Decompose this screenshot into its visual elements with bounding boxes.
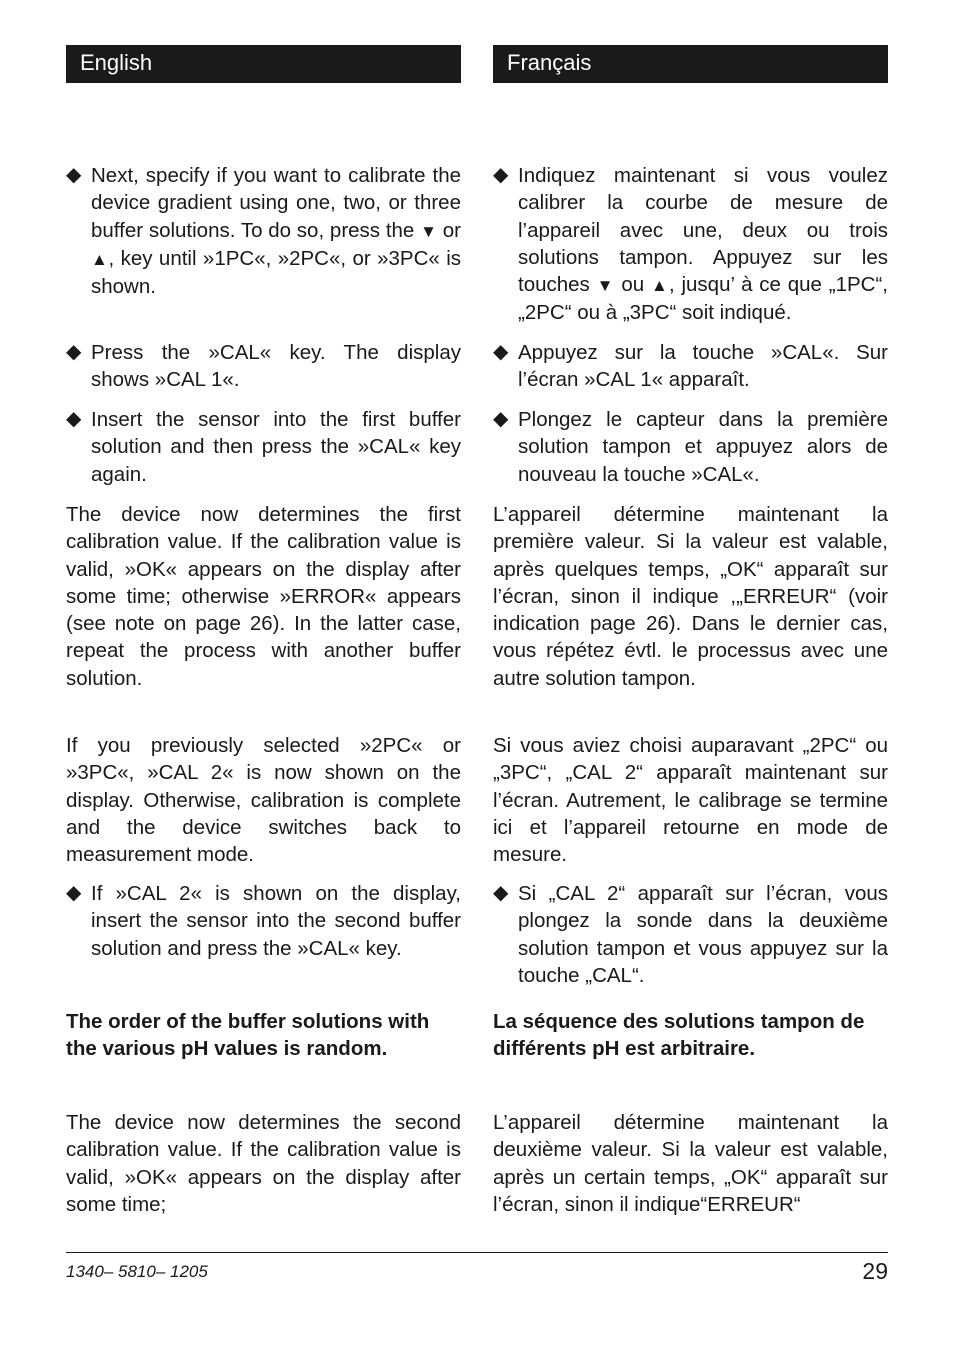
french-header: Français <box>493 45 888 83</box>
bullet-diamond-icon: ◆ <box>66 882 82 904</box>
french-bullet-insert-sensor: ◆ Plongez le capteur dans la première solution tampon et appuyez alors de nouveau la touche »CAL«. <box>493 408 888 486</box>
french-bullet-second-buffer: ◆ Si „CAL 2“ apparaît sur l’écran, vous plongez la sonde dans la deuxième solution tampon et vous appuyez sur la touche „CAL“. <box>493 882 888 987</box>
bullet-diamond-icon: ◆ <box>493 408 509 430</box>
french-column <box>493 45 888 1216</box>
french-bullet-select-buffers: ◆ Indiquez maintenant si vous voulez calibrer la courbe de mesure de l’appareil avec une, deux ou trois solutions tampon. Appuyez sur les touches ▼ ou ▲, jusqu’ à ce que „1PC“, „2PC“ ou à „3PC“ soit indiqué. <box>493 164 888 325</box>
french-paragraph-second-value: L’appareil détermine maintenant la deuxième valeur. Si la valeur est valable, après un certain temps, „OK“ apparaît sur l’écran, sinon il indique“ERREUR“ <box>493 1111 888 1216</box>
english-header: English <box>66 45 461 83</box>
bullet-diamond-icon: ◆ <box>66 341 82 363</box>
english-bullet-press-cal: ◆ Press the »CAL« key. The display shows »CAL 1«. <box>66 341 461 392</box>
footer-divider <box>66 1252 888 1253</box>
down-arrow-icon: ▼ <box>596 276 615 296</box>
page-number: 29 <box>862 1258 888 1284</box>
down-arrow-icon: ▼ <box>420 221 437 241</box>
english-column <box>66 45 462 1216</box>
bullet-diamond-icon: ◆ <box>66 164 82 186</box>
english-bullet-second-buffer: ◆ If »CAL 2« is shown on the display, insert the sensor into the second buffer solution and press the »CAL« key. <box>66 882 461 960</box>
english-paragraph-second-value: The device now determines the second calibration value. If the calibration value is valid, »OK« appears on the display after some time; <box>66 1111 461 1216</box>
english-note-bold: The order of the buffer solutions with the various pH values is random. <box>66 1010 430 1061</box>
english-bullet-select-buffers: ◆ Next, specify if you want to calibrate the device gradient using one, two, or three buffer solutions. To do so, press the ▼ or ▲, key until »1PC«, »2PC«, or »3PC« is shown. <box>66 164 462 299</box>
french-paragraph-first-value: L’appareil détermine maintenant la première valeur. Si la valeur est valable, après quelques temps, „OK“ apparaît sur l’écran, sinon il indique ,„ERREUR“ (voir indication page 26). Dans le dernier cas, vous répétez évtl. le processus avec une autre solution tampon. <box>493 503 888 690</box>
english-paragraph-cal2: If you previously selected »2PC« or »3PC«, »CAL 2« is now shown on the display. Otherwise, calibration is complete and the device switches back to measurement mode. <box>66 734 461 867</box>
french-paragraph-cal2: Si vous aviez choisi auparavant „2PC“ ou „3PC“, „CAL 2“ apparaît maintenant sur l’écran. Autrement, le calibrage se termine ici et l’appareil retourne en mode de mesure. <box>493 734 888 867</box>
english-paragraph-first-value: The device now determines the first calibration value. If the calibration value is valid, »OK« appears on the display after some time; otherwise »ERROR« appears (see note on page 26). In the latter case, repeat the process with another buffer solution. <box>66 503 461 690</box>
up-arrow-icon: ▲ <box>651 276 669 296</box>
document-number: 1340– 5810– 1205 <box>66 1262 208 1281</box>
bullet-diamond-icon: ◆ <box>493 882 509 904</box>
bullet-diamond-icon: ◆ <box>493 164 509 186</box>
bullet-diamond-icon: ◆ <box>66 408 82 430</box>
english-bullet-insert-sensor: ◆ Insert the sensor into the first buffer solution and then press the »CAL« key again. <box>66 408 461 486</box>
bullet-diamond-icon: ◆ <box>493 341 509 363</box>
up-arrow-icon: ▲ <box>91 249 109 269</box>
french-bullet-press-cal: ◆ Appuyez sur la touche »CAL«. Sur l’écran »CAL 1« apparaît. <box>493 341 888 392</box>
french-note-bold: La séquence des solutions tampon de différents pH est arbitraire. <box>493 1010 865 1061</box>
